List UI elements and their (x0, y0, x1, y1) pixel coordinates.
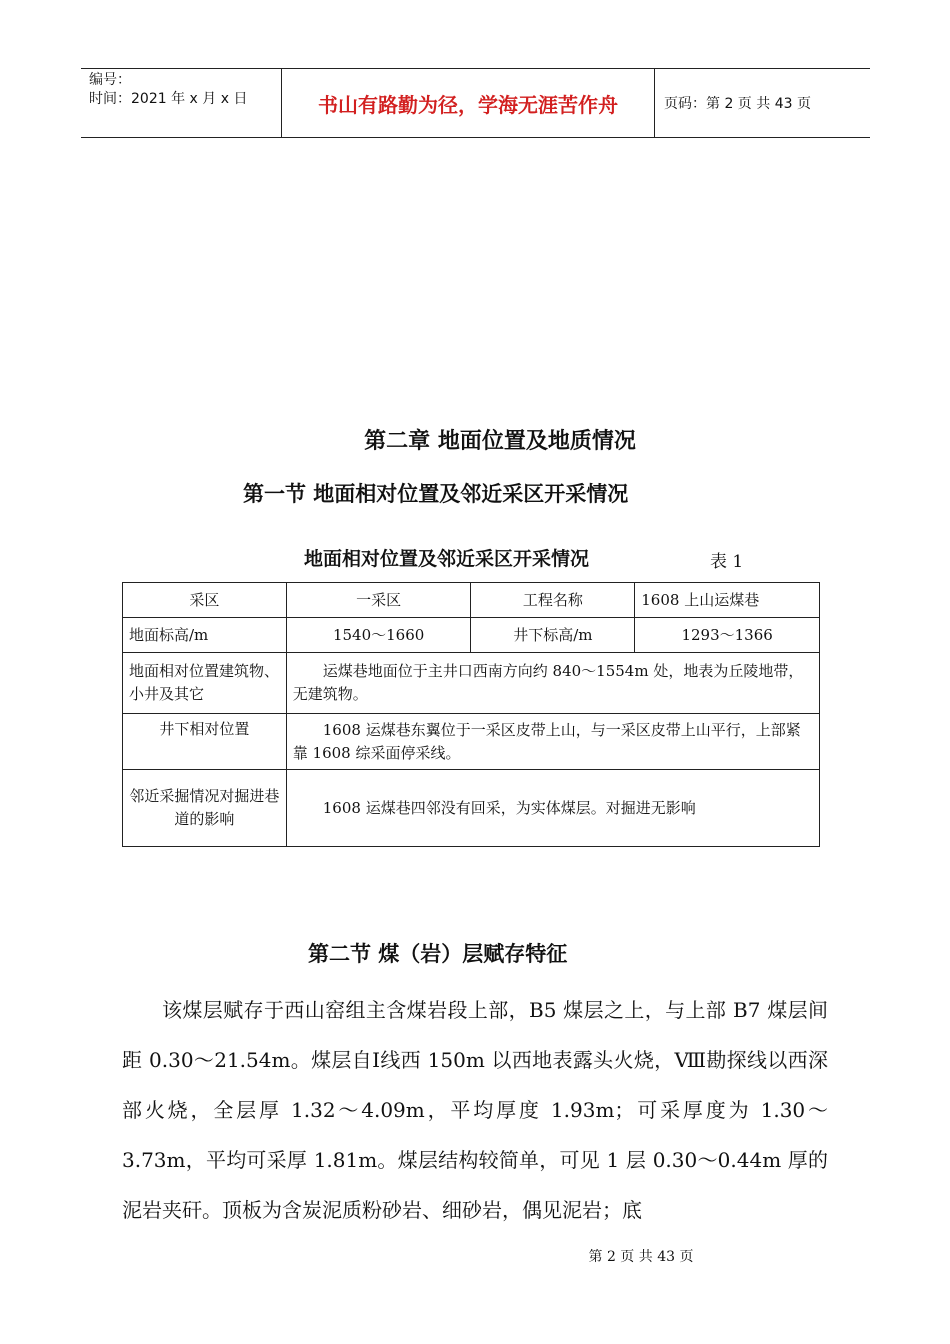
table-cell: 地面标高/m (123, 618, 287, 653)
header-meta (81, 69, 282, 137)
table-cell: 运煤巷地面位于主井口西南方向约 840～1554m 处，地表为丘陵地带，无建筑物。 (286, 653, 819, 714)
chapter-title: 第二章 地面位置及地质情况 (364, 429, 636, 454)
table-cell: 一采区 (286, 583, 471, 618)
table-number: 表 1 (710, 552, 744, 572)
table-row (123, 714, 820, 770)
page-header (81, 68, 870, 138)
table-cell: 1608 运煤巷东翼位于一采区皮带上山，与一采区皮带上山平行，上部紧靠 1608 综采面停采线。 (286, 714, 819, 770)
table-cell: 采区 (123, 583, 287, 618)
table-cell: 工程名称 (471, 583, 635, 618)
table-row (123, 618, 820, 653)
section-2-title: 第二节 煤（岩）层赋存特征 (308, 942, 568, 966)
document-number-label: 编号： (89, 72, 131, 88)
table-cell: 1608 上山运煤巷 (635, 583, 820, 618)
header-page-info: 页码：第 2 页 共 43 页 (664, 96, 811, 112)
body-paragraph: 该煤层赋存于西山窑组主含煤岩段上部，B5 煤层之上，与上部 B7 煤层间距 0.30～21.54m。煤层自Ⅰ线西 150m 以西地表露头火烧，Ⅷ勘探线以西深部火烧，全层厚 1.32～4.09m，平均厚度 1.93m；可采厚度为 1.30～3.73m，平均可采厚 1.81m。煤层结构较简单，可见 1 层 0.30～0.44m 厚的泥岩夹矸。顶板为含炭泥质粉砂岩、细砂岩，偶见泥岩；底 (122, 998, 828, 1222)
table-cell: 地面相对位置建筑物、小井及其它 (123, 653, 287, 714)
table-row (123, 653, 820, 714)
table-cell: 邻近采掘情况对掘进巷道的影响 (123, 770, 287, 847)
section-1-title: 第一节 地面相对位置及邻近采区开采情况 (243, 482, 629, 506)
table-cell: 1608 运煤巷四邻没有回采，为实体煤层。对掘进无影响 (286, 770, 819, 847)
table-cell: 井下标高/m (471, 618, 635, 653)
header-motto: 书山有路勤为径，学海无涯苦作舟 (282, 69, 655, 137)
table-cell: 1293～1366 (635, 618, 820, 653)
table-caption: 地面相对位置及邻近采区开采情况 (304, 548, 590, 570)
table-row (123, 583, 820, 618)
table-cell: 井下相对位置 (123, 714, 287, 770)
table-cell: 1540～1660 (286, 618, 471, 653)
page-footer: 第 2 页 共 43 页 (588, 1249, 694, 1265)
document-date: 时间：2021 年 x 月 x 日 (89, 91, 248, 107)
table-row (123, 770, 820, 847)
mining-info-table (122, 582, 820, 847)
